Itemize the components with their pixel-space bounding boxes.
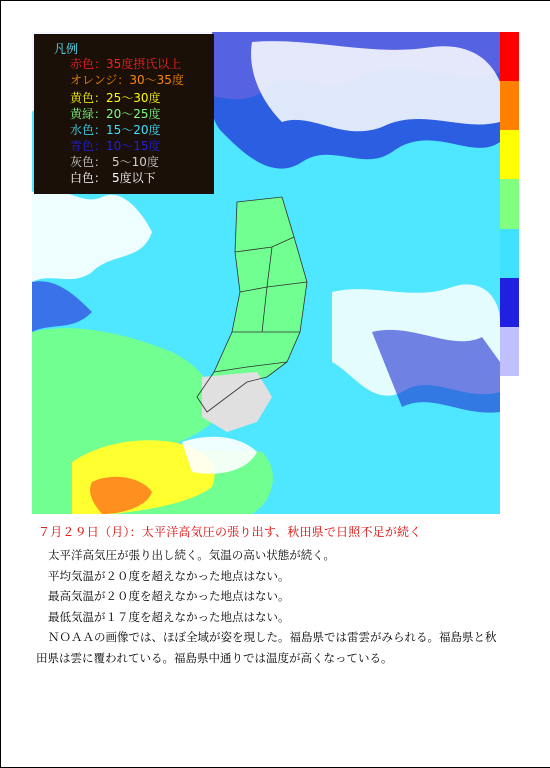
paragraph-4: 最低気温が１７度を超えなかった地点はない。 — [48, 609, 290, 624]
paragraph-1: 太平洋高気圧が張り出し続く。気温の高い状態が続く。 — [48, 548, 336, 562]
legend-item-yellowgreen: 黄緑：20～25度 — [70, 107, 161, 121]
scale-block — [500, 278, 519, 327]
body-text — [36, 545, 498, 668]
scale-block — [500, 229, 519, 278]
scale-block — [500, 32, 519, 81]
legend-item-blue: 青色：10～15度 — [70, 139, 161, 153]
paragraph-2: 平均気温が２０度を超えなかった地点はない。 — [48, 568, 290, 583]
paragraph-3: 最高気温が２０度を超えなかった地点はない。 — [48, 589, 290, 603]
legend-item-white: 白色： 5度以下 — [70, 171, 156, 185]
scale-block — [500, 81, 519, 130]
scale-block — [500, 130, 519, 179]
headline: ７月２９日（月）：太平洋高気圧の張り出す、秋田県で日照不足が続く — [38, 525, 422, 539]
scale-block — [500, 179, 519, 228]
legend-item-orange: オレンジ：30～35度 — [70, 73, 184, 87]
legend-item-red: 赤色：35度摂氏以上 — [70, 57, 182, 71]
scale-block — [500, 327, 519, 376]
legend-item-yellow: 黄色：25～30度 — [70, 91, 161, 105]
legend-item-lightblue: 水色：15～20度 — [70, 123, 161, 137]
paragraph-5: ＮＯＡＡの画像では、ほぼ全域が姿を現した。福島県では雷雲がみられる。福島県と秋田県は雲に覆われている。福島県中通りでは温度が高くなっている。 — [36, 630, 497, 665]
temperature-color-scale — [500, 32, 519, 376]
legend-box — [34, 34, 214, 194]
legend-title: 凡例 — [54, 42, 79, 56]
legend-item-grey: 灰色： 5～10度 — [70, 155, 159, 169]
